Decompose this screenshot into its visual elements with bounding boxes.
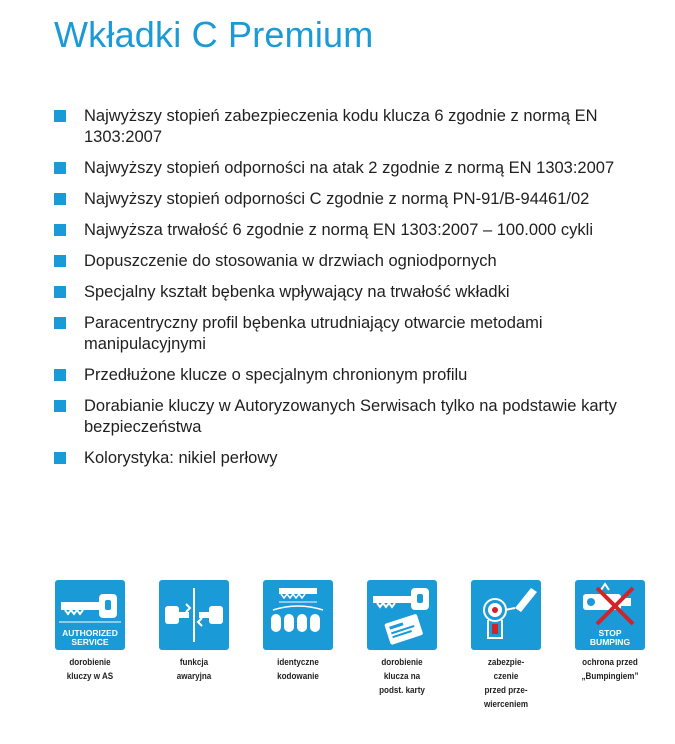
page-title: Wkładki C Premium [54, 14, 374, 55]
key-icon [55, 580, 125, 650]
feature-text: Dorabianie kluczy w Autoryzowanych Serwisach tylko na podstawie karty bezpieczeństwa [84, 397, 617, 436]
icon-item-anti-bumping [560, 580, 660, 684]
bullet-square-icon [54, 369, 66, 381]
stop-bumping-label: STOP BUMPING [589, 628, 631, 647]
feature-text: Najwyższy stopień zabezpieczenia kodu klucza 6 zgodnie z normą EN 1303:2007 [84, 107, 598, 146]
icon-item-authorized-service [40, 580, 140, 684]
feature-text: Dopuszczenie do stosowania w drzwiach ogniodpornych [84, 252, 497, 270]
icon-caption: zabezpie- czenie przed prze- wierceniem [484, 657, 528, 710]
icon-caption: funkcja awaryjna [176, 657, 212, 682]
anti-bumping-icon [575, 580, 645, 650]
icon-caption: dorobienie kluczy w AS [66, 657, 114, 682]
feature-item [54, 189, 654, 210]
feature-text: Paracentryczny profil bębenka utrudniający otwarcie metodami manipulacyjnymi [84, 314, 543, 353]
key-card-icon [367, 580, 437, 650]
feature-text: Przedłużone klucze o specjalnym chronionym profilu [84, 366, 468, 384]
bullet-square-icon [54, 162, 66, 174]
icon-item-key-card [352, 580, 452, 698]
feature-text: Specjalny kształt bębenka wpływający na trwałość wkładki [84, 283, 510, 301]
bullet-square-icon [54, 224, 66, 236]
feature-item [54, 251, 654, 272]
bullet-square-icon [54, 255, 66, 267]
icon-caption: identyczne kodowanie [277, 657, 319, 682]
feature-text: Kolorystyka: nikiel perłowy [84, 449, 278, 467]
icon-caption: dorobienie klucza na podst. karty [379, 657, 425, 696]
feature-item [54, 396, 654, 438]
bullet-square-icon [54, 452, 66, 464]
bullet-square-icon [54, 193, 66, 205]
bullet-square-icon [54, 286, 66, 298]
feature-item [54, 158, 654, 179]
anti-drill-icon [471, 580, 541, 650]
feature-item [54, 313, 654, 355]
feature-text: Najwyższy stopień odporności na atak 2 zgodnie z normą EN 1303:2007 [84, 159, 615, 177]
icon-item-emergency-function [144, 580, 244, 684]
feature-item [54, 282, 654, 303]
bullet-square-icon [54, 110, 66, 122]
icon-item-anti-drill [456, 580, 556, 712]
icon-caption: ochrona przed „Bumpingiem” [581, 657, 639, 682]
bullet-square-icon [54, 317, 66, 329]
feature-item [54, 448, 654, 469]
emergency-function-icon [159, 580, 229, 650]
feature-text: Najwyższa trwałość 6 zgodnie z normą EN 1303:2007 – 100.000 cykli [84, 221, 594, 239]
feature-text: Najwyższy stopień odporności C zgodnie z normą PN-91/B-94461/02 [84, 190, 590, 208]
feature-icons-row [40, 580, 660, 730]
feature-item [54, 365, 654, 386]
icon-item-identical-coding [248, 580, 348, 684]
authorized-service-label: AUTHORIZED SERVICE [62, 628, 118, 647]
feature-item [54, 220, 654, 241]
feature-item [54, 106, 654, 148]
identical-coding-icon [263, 580, 333, 650]
bullet-square-icon [54, 400, 66, 412]
feature-list [54, 106, 654, 479]
